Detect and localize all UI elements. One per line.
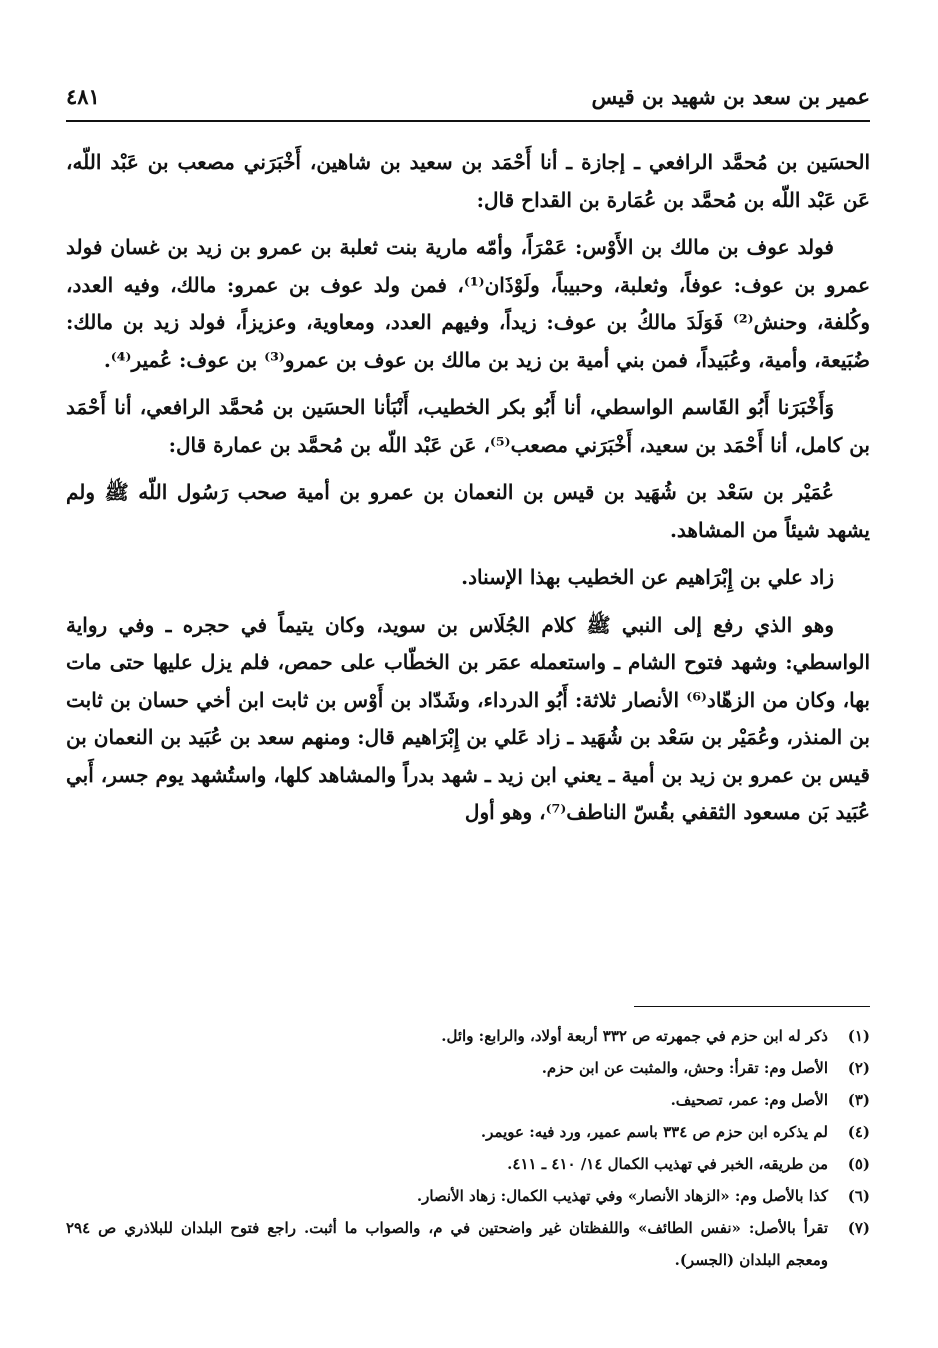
footnote — [66, 1148, 870, 1180]
page-header — [66, 78, 870, 122]
footnote-text: تقرأ بالأصل: «نفس الطائف» واللفظتان غير واضحتين في م، والصواب ما أثبت. راجع فتوح البلدان للبلاذري ص ٢٩٤ ومعجم البلدان (الجسر). — [66, 1219, 828, 1269]
paragraph-2: فولد عوف بن مالك بن الأَوْس: عَمْرَاً، وأمّه مارية بنت ثعلبة بن عمرو بن زيد بن غسان فولد عمرو بن عوف: عوفاً، وثعلبة، وحبيباً، ولَوْذَان⁽¹⁾، فمن ولد عوف بن عمرو: مالك، وفيه العدد، وكُلفة، وحنش⁽²⁾ فَوَلَدَ مالكُ بن عوف: زيداً، وفيهم العدد، ومعاوية، وعزيزاً، فولد زيد بن مالك: ضُبَيعة، وأمية، وعُبَيداً، فمن بني أمية بن زيد بن مالك بن عوف بن عمرو⁽³⁾ بن عوف: عُمير⁽⁴⁾. — [66, 235, 871, 372]
footnote-text: ذكر له ابن حزم في جمهرته ص ٣٣٢ أربعة أولاد، والرابع: وائل. — [441, 1027, 828, 1045]
footnote-number: (٧) — [847, 1219, 870, 1237]
footnote-number: (٤) — [847, 1123, 870, 1141]
footnote-text: الأصل وم: تقرأ: وحش، والمثبت عن ابن حزم. — [541, 1059, 828, 1077]
footnote — [66, 1020, 870, 1052]
paragraph-1: الحسَين بن مُحمَّد الرافعي ـ إجازة ـ أنا أَحْمَد بن سعيد بن شاهين، أَخْبَرَني مصعب بن عَبْد اللّه، عَن عَبْد اللّه بن مُحمَّد بن عُمَارة بن القداح قال: — [66, 150, 870, 212]
footnote-text: الأصل وم: عمر، تصحيف. — [670, 1091, 828, 1109]
footnote-number: (٣) — [847, 1091, 870, 1109]
main-text — [66, 144, 870, 842]
paragraph-3 — [66, 389, 870, 464]
footnote — [66, 1180, 870, 1212]
book-page — [66, 78, 870, 1318]
footnote — [66, 1212, 870, 1276]
footnote-number: (٥) — [847, 1155, 870, 1173]
paragraph-4: عُمَيْر بن سَعْد بن شُهَيد بن قيس بن النعمان بن عمرو بن أمية صحب رَسُول اللّه ﷺ ولم يشهد شيئاً من المشاهد. — [66, 480, 870, 542]
footnote-text: كذا بالأصل وم: «الزهاد الأنصار» وفي تهذيب الكمال: زهاد الأنصار. — [416, 1187, 828, 1205]
page-number: ٤٨١ — [66, 84, 100, 109]
footnote-text: لم يذكره ابن حزم ص ٣٣٤ باسم عمير، ورد فيه: عويمر. — [480, 1123, 828, 1141]
footnote-number: (١) — [847, 1027, 870, 1045]
running-title: عمير بن سعد بن شهيد بن قيس — [591, 84, 870, 109]
footnote-text: من طريقه، الخبر في تهذيب الكمال ١٤/ ٤١٠ ـ ٤١١. — [507, 1155, 828, 1173]
footnote — [66, 1052, 870, 1084]
footnotes — [66, 1020, 870, 1276]
paragraph-3-text: أَبُو القَاسم الواسطي، أنا أَبُو بكر الخطيب، أَنْبَأنا الحسَين بن مُحمَّد الرافعي، أنا أَحْمَد بن كامل، أنا أَحْمَد بن سعيد، أَخْبَرَني مصعب⁽⁵⁾، عَن عَبْد اللّه بن مُحمَّد بن عمارة قال: — [66, 395, 870, 457]
paragraph-5: زاد علي بن إِبْرَاهيم عن الخطيب بهذا الإسناد. — [461, 565, 834, 589]
footnote-rule — [634, 1006, 870, 1007]
footnote-number: (٦) — [847, 1187, 870, 1205]
paragraph-3-lead-word: وَأَخْبَرَنا — [777, 395, 834, 419]
header-rule — [66, 120, 870, 122]
paragraph-6: وهو الذي رفع إلى النبي ﷺ كلام الجُلَاس بن سويد، وكان يتيماً في حجره ـ وفي رواية الواسطي: وشهد فتوح الشام ـ واستعمله عمَر بن الخطّاب على حمص، فلم يزل عليها حتى مات بها، وكان من الزهّاد⁽⁶⁾ الأنصار ثلاثة: أَبُو الدرداء، وشَدّاد بن أَوْس بن ثابت ابن أخي حسان بن ثابت بن المنذر، وعُمَيْر بن سَعْد بن شُهَيد ـ زاد عَلي بن إِبْرَاهيم قال: ومنهم سعد بن عُبَيد بن النعمان بن قيس بن عمرو بن زيد بن أمية ـ يعني ابن زيد ـ شهد بدراً والمشاهد كلها، واستُشهد يوم جسر، أَبي عُبَيد بَن مسعود الثقفي بقُسّ الناطف⁽⁷⁾، وهو أول — [66, 612, 870, 824]
footnote — [66, 1116, 870, 1148]
footnote — [66, 1084, 870, 1116]
footnote-number: (٢) — [847, 1059, 870, 1077]
